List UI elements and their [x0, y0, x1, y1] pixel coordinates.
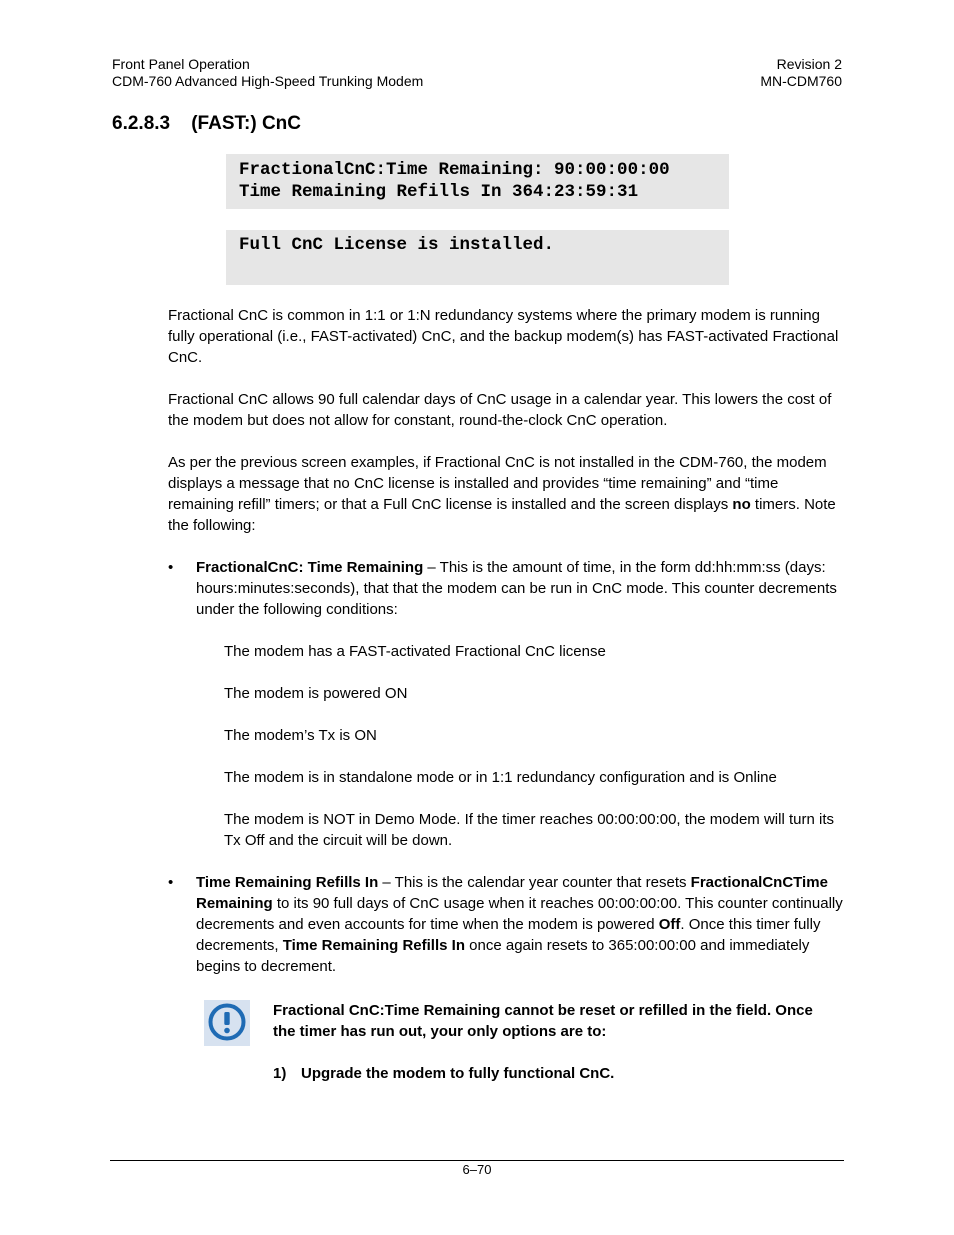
important-icon — [204, 1000, 250, 1046]
bullet-refills-in-desc-4: once again resets to 365:00:00:00 and immediately begins to decrement. — [196, 937, 810, 975]
section-heading — [112, 112, 301, 136]
bullet-refills-in-term: Time Remaining Refills In — [196, 874, 379, 891]
bullet-refills-in-desc-3: . Once this timer fully decrements, — [196, 916, 821, 954]
bullet-marker: • — [168, 559, 174, 576]
bullet-refills-in-text — [196, 872, 843, 977]
section-title-text: (FAST:) CnC — [191, 113, 301, 134]
bullet-refills-in-desc-1: – This is the calendar year counter that resets — [378, 874, 691, 891]
running-header-right — [760, 56, 842, 89]
condition-item: The modem is NOT in Demo Mode. If the timer reaches 00:00:00:00, the modem will turn its Tx Off and the circuit will be down. — [224, 811, 834, 849]
bullet-marker: • — [168, 874, 174, 891]
paragraph-screen-examples-part2: timers. Note the following: — [168, 496, 836, 534]
condition-item: The modem has a FAST-activated Fractional CnC license — [224, 643, 606, 660]
condition-item: The modem’s Tx is ON — [224, 727, 377, 744]
note-option-1 — [273, 1063, 833, 1084]
bullet-time-remaining-term: FractionalCnC: Time Remaining — [196, 559, 424, 576]
paragraph-redundancy: Fractional CnC is common in 1:1 or 1:N redundancy systems where the primary modem is running fully operational (i.e., FAST-activated) CnC, and the backup modem(s) has FAST-activated Fractional CnC. — [168, 307, 839, 366]
condition-item: The modem is powered ON — [224, 685, 408, 702]
bullet-refills-in — [168, 872, 843, 977]
important-icon-graphic — [204, 1000, 250, 1046]
screen-line-full-license: Full CnC License is installed. — [239, 235, 555, 255]
running-header-left — [112, 56, 423, 89]
front-panel-screen-full-license — [226, 230, 729, 285]
paragraph-calendar-days: Fractional CnC allows 90 full calendar days of CnC usage in a calendar year. This lowers the cost of the modem but does not allow for constant, round-the-clock CnC operation. — [168, 391, 832, 429]
paragraph-screen-examples-part1: As per the previous screen examples, if Fractional CnC is not installed in the CDM-760, the modem displays a message that no CnC license is installed and provides “time remaining” and “time remaining refill” timers; or that a Full CnC license is installed and the screen displays — [168, 454, 827, 513]
paragraph-screen-examples-bold: no — [732, 496, 751, 513]
header-chapter-title: Front Panel Operation — [112, 56, 250, 72]
note-option-1-number: 1) — [273, 1065, 287, 1082]
page-number: 6–70 — [462, 1162, 492, 1177]
bullet-refills-in-desc-2: to its 90 full days of CnC usage when it reaches 00:00:00:00. This counter continually decrements and even accounts for time when the modem is powered — [196, 895, 843, 933]
bullet-refills-in-bold-3: Time Remaining Refills In — [282, 937, 465, 954]
header-manual-number: MN-CDM760 — [760, 72, 842, 89]
paragraph-screen-examples — [168, 452, 843, 536]
front-panel-screen-fractional — [226, 154, 729, 209]
header-product-title: CDM-760 Advanced High-Speed Trunking Modem — [112, 72, 424, 89]
header-revision: Revision 2 — [776, 56, 842, 72]
bullet-time-remaining — [168, 557, 843, 620]
bullet-refills-in-bold-1: FractionalCnCTime Remaining — [196, 874, 828, 912]
condition-item: The modem is in standalone mode or in 1:1 redundancy configuration and is Online — [224, 769, 777, 786]
footer-rule — [110, 1160, 844, 1161]
bullet-time-remaining-desc: – This is the amount of time, in the form dd:hh:mm:ss (days: hours:minutes:seconds), that that the modem can be run in CnC mode. This counter decrements under the following conditions: — [196, 559, 837, 618]
note-option-1-text: Upgrade the modem to fully functional CnC. — [301, 1065, 615, 1082]
important-note-text: Fractional CnC:Time Remaining cannot be reset or refilled in the field. Once the timer has run out, your only options are to: — [273, 1002, 813, 1040]
section-number: 6.2.8.3 — [112, 113, 171, 134]
bullet-refills-in-bold-2: Off — [658, 916, 681, 933]
screen-line-time-remaining: FractionalCnC:Time Remaining: 90:00:00:00 — [239, 160, 670, 180]
screen-line-refills-in: Time Remaining Refills In 364:23:59:31 — [239, 181, 639, 202]
bullet-time-remaining-text — [196, 557, 843, 620]
